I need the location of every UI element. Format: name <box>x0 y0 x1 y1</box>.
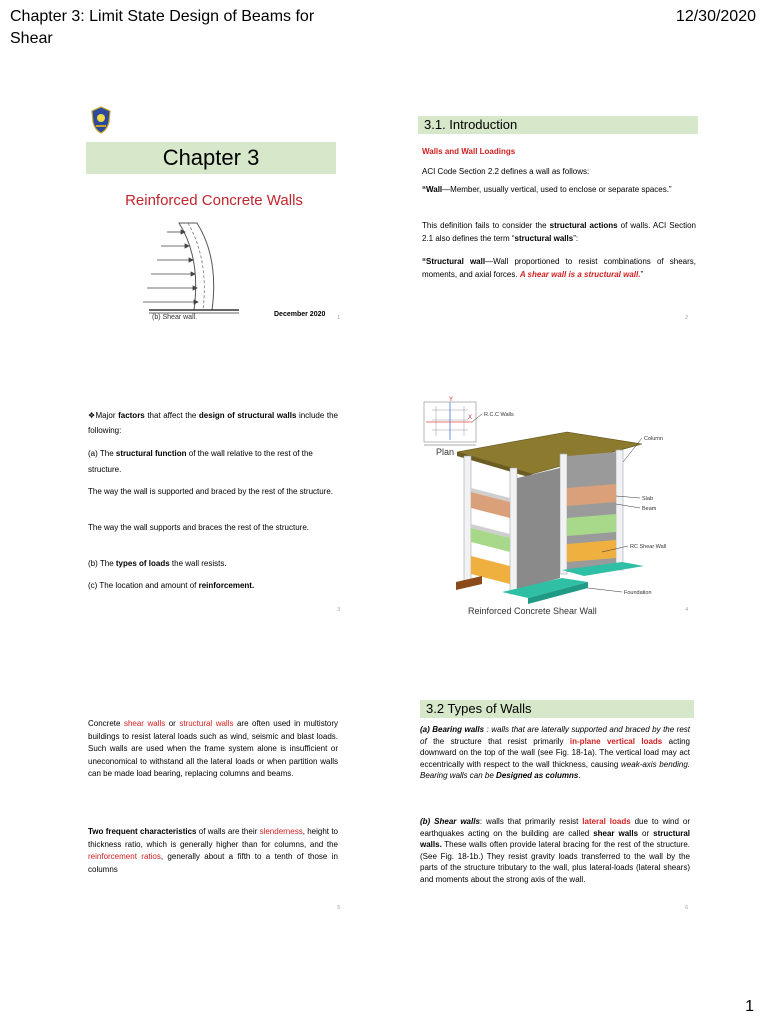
plan-label: Plan <box>436 447 455 457</box>
paragraph: ACI Code Section 2.2 defines a wall as follows: <box>422 167 590 176</box>
slide-4 <box>412 392 692 617</box>
shear-wall-figure <box>139 218 249 328</box>
slide-5 <box>64 690 344 915</box>
paragraph: (b) The types of loads the wall resists. <box>88 559 227 568</box>
paragraph: (c) The location and amount of reinforcement. <box>88 581 255 590</box>
paragraph: (a) Bearing walls : walls that are laterally supported and braced by the rest of the structure that resist primarily in-plane vertical loads acting downward on the top of the wall (see Fig. 18-1a). The vertical load may act eccentrically with respect to the wall thickness, causing weak-axis bending. Bearing walls can be Designed as columns. <box>420 725 691 780</box>
slide-number: 4 <box>685 607 688 613</box>
paragraph: The way the wall supports and braces the rest of the structure. <box>88 523 309 532</box>
rc-shear-wall-label: RC Shear Wall <box>630 544 667 550</box>
paragraph: “Structural wall—Wall proportioned to resist combinations of shears, moments, and axial forces. A shear wall is a structural wall.” <box>422 257 697 279</box>
paragraph: (a) The structural function of the wall relative to the rest of the structure. <box>88 449 313 474</box>
slab-label: Slab <box>642 496 654 502</box>
header-title: Chapter 3: Limit State Design of Beams for Shear <box>10 8 315 47</box>
slide-number: 5 <box>337 905 340 911</box>
foundation-label: Foundation <box>624 590 652 596</box>
shear-wall-building-diagram <box>412 392 692 617</box>
column-label: Column <box>644 436 663 442</box>
slide-number: 3 <box>337 607 340 613</box>
paragraph: Concrete shear walls or structural walls are often used in multistory buildings to resist lateral loads such as wind, seismic and blast loads. Such walls are used when the frame system alone is insufficient or uneconomical to withstand all the lateral loads or when partition walls can be made load bearing, replacing columns and beams. <box>88 719 339 778</box>
section-heading: 3.2 Types of Walls <box>420 700 694 718</box>
rcc-walls-label: R.C.C Walls <box>484 412 514 418</box>
paragraph: “Wall—Member, usually vertical, used to enclose or separate spaces.” <box>422 185 672 194</box>
subheading: Walls and Wall Loadings <box>422 147 516 156</box>
slide-6 <box>412 690 692 915</box>
paragraph: The way the wall is supported and braced by the rest of the structure. <box>88 487 334 496</box>
paragraph: This definition fails to consider the structural actions of walls. ACI Section 2.1 also defines the term “structural walls”: <box>422 221 696 243</box>
university-logo-icon <box>90 106 112 134</box>
chapter-title: Chapter 3 <box>86 142 336 174</box>
slide-2 <box>412 100 697 325</box>
slide-3 <box>64 392 344 617</box>
slide-number: 1 <box>337 315 340 321</box>
paragraph: (b) Shear walls: walls that primarily resist lateral loads due to wind or earthquakes acting on the building are called shear walls or structural walls. These walls often provide lateral bracing for the rest of the structure. (See Fig. 18-1b.) They resist gravity loads transferred to the wall by the parts of the structure tributary to the wall, plus lateral-loads (lateral shears) and moments about the strong axis of the wall. <box>420 817 691 884</box>
paragraph: Two frequent characteristics of walls are their slenderness, height to thickness ratio, which is generally higher than for columns, and the reinforcement ratios, generally about a fifth to a tenth of those in columns <box>88 827 338 874</box>
beam-label: Beam <box>642 506 657 512</box>
header-date: 12/30/2020 <box>675 8 756 25</box>
diagram-caption: Reinforced Concrete Shear Wall <box>468 606 597 616</box>
paragraph: ❖Major factors that affect the design of structural walls include the following: <box>88 411 338 435</box>
section-heading: 3.1. Introduction <box>418 116 698 134</box>
slide-1 <box>64 100 344 325</box>
page-number: 1 <box>745 998 754 1015</box>
plan-x-axis-label: X <box>468 415 473 421</box>
plan-y-axis-label: Y <box>449 397 454 403</box>
slide-number: 6 <box>685 905 688 911</box>
slide-number: 2 <box>685 315 688 321</box>
slide-date: December 2020 <box>274 311 326 318</box>
figure-caption: (b) Shear wall. <box>152 314 198 321</box>
chapter-subtitle: Reinforced Concrete Walls <box>125 192 303 209</box>
